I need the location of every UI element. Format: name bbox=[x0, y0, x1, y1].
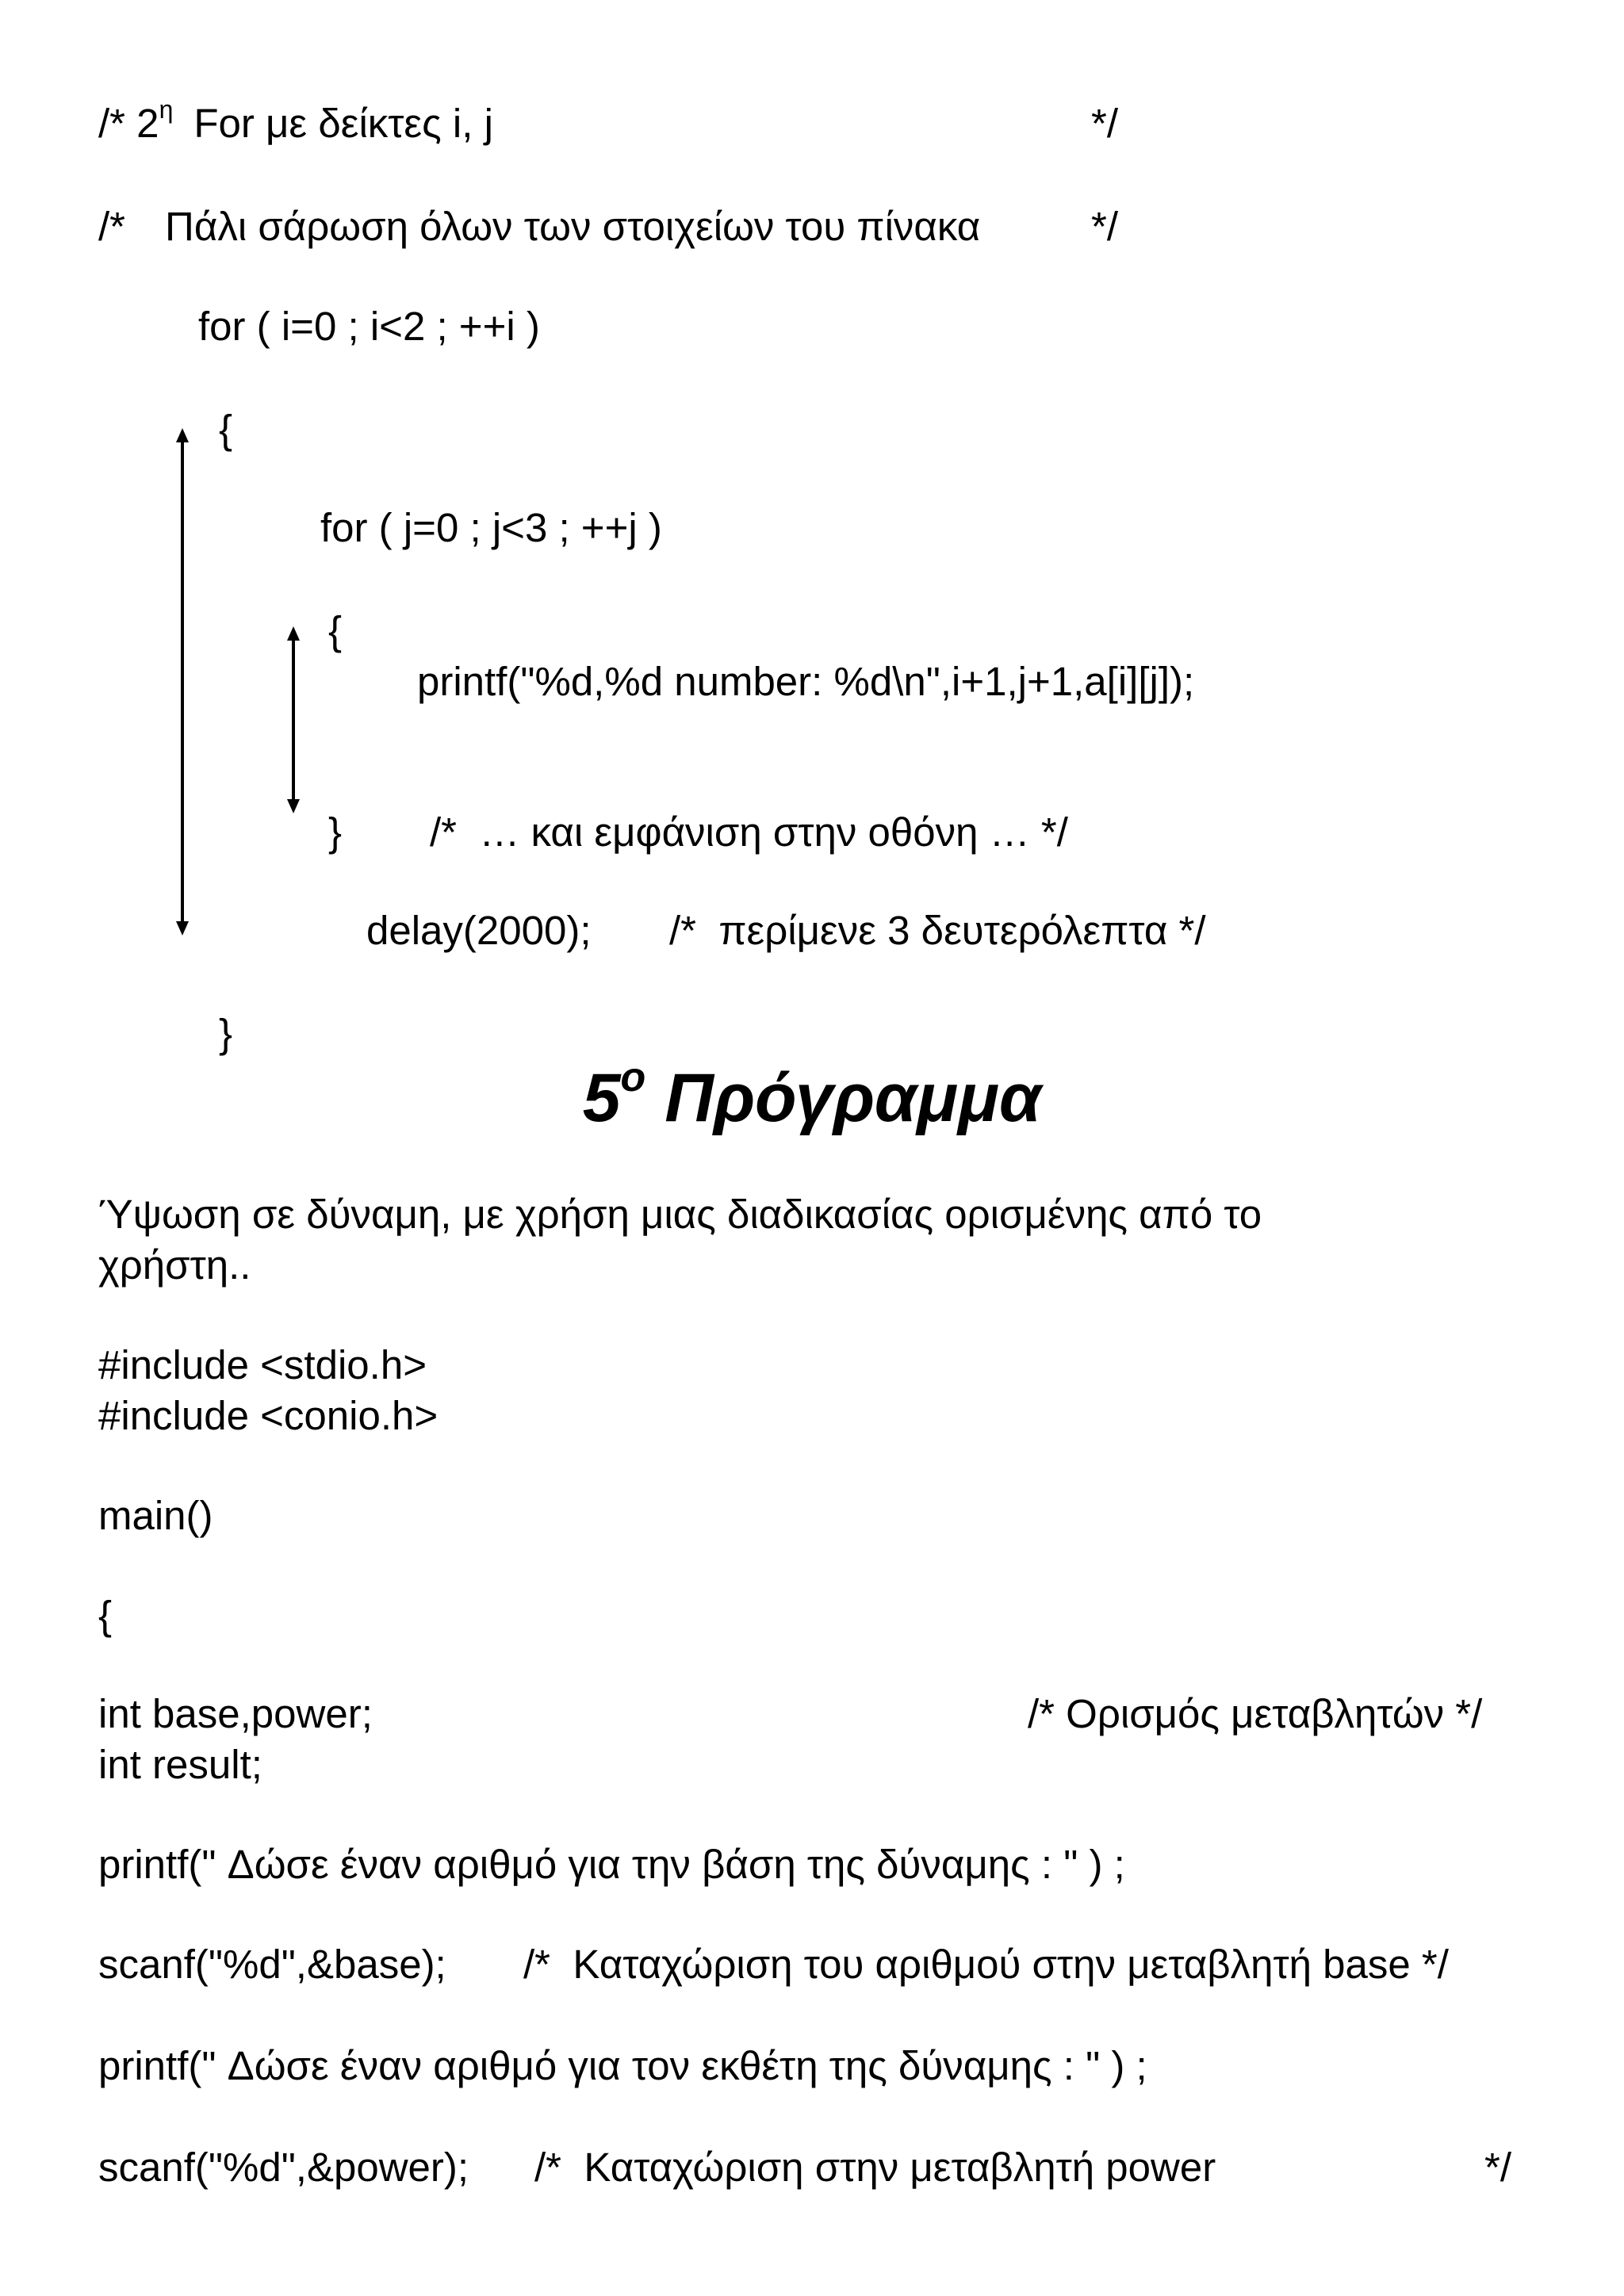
brace-open-outer: { bbox=[219, 407, 233, 452]
comment-wait: /* περίμενε 3 δευτερόλεπτα */ bbox=[669, 908, 1206, 953]
decl-result: int result; bbox=[98, 1742, 262, 1787]
title-superscript: ο bbox=[620, 1054, 646, 1100]
comment-scan-all: Πάλι σάρωση όλων των στοιχείων του πίνακα bbox=[165, 204, 981, 249]
include-conio: #include <conio.h> bbox=[98, 1393, 439, 1438]
main-function: main() bbox=[98, 1493, 213, 1538]
comment-variables: /* Ορισμός μεταβλητών */ bbox=[1028, 1691, 1483, 1736]
comment-start: /* 2 bbox=[98, 101, 159, 146]
description-line-2: χρήστη.. bbox=[98, 1242, 251, 1288]
brace-close-inner: } bbox=[328, 809, 343, 855]
comment-display: /* … και εμφάνιση στην οθόνη … */ bbox=[430, 809, 1068, 855]
outer-loop-arrow-icon bbox=[167, 428, 198, 936]
title-text: Πρόγραμμα bbox=[665, 1060, 1042, 1136]
delay-code: delay(2000); bbox=[366, 908, 592, 953]
title-number: 5 bbox=[582, 1060, 621, 1136]
printf-line: printf("%d,%d number: %d\n",i+1,j+1,a[i][j]); bbox=[417, 659, 1195, 704]
comment-end: */ bbox=[1484, 2145, 1512, 2190]
comment-superscript: η bbox=[159, 95, 174, 124]
comment-2nd-for bbox=[98, 95, 493, 152]
decl-base-power: int base,power; bbox=[98, 1691, 373, 1736]
for-j-line: for ( j=0 ; j<3 ; ++j ) bbox=[320, 505, 662, 550]
comment-store-base: /* Καταχώριση του αριθμού στην μεταβλητή base */ bbox=[523, 1942, 1449, 1987]
main-brace-open: { bbox=[98, 1593, 113, 1638]
printf-power: printf(" Δώσε έναν αριθμό για τον εκθέτη της δύναμης : " ) ; bbox=[98, 2043, 1147, 2088]
include-stdio: #include <stdio.h> bbox=[98, 1342, 427, 1387]
for-i-line: for ( i=0 ; i<2 ; ++i ) bbox=[198, 304, 540, 349]
scanf-power: scanf("%d",&power); bbox=[98, 2145, 469, 2190]
comment-end: */ bbox=[1091, 101, 1119, 146]
scanf-base: scanf("%d",&base); bbox=[98, 1942, 446, 1987]
inner-loop-arrow-icon bbox=[278, 626, 309, 813]
printf-base: printf(" Δώσε έναν αριθμό για την βάση της δύναμης : " ) ; bbox=[98, 1842, 1125, 1887]
comment-store-power: /* Καταχώριση στην μεταβλητή power bbox=[534, 2145, 1216, 2190]
comment-start: /* bbox=[98, 204, 126, 249]
program-title bbox=[0, 1054, 1624, 1147]
brace-open-inner: { bbox=[328, 608, 343, 653]
description-line-1: Ύψωση σε δύναμη, με χρήση μιας διαδικασίας ορισμένης από το bbox=[98, 1192, 1262, 1237]
comment-text: For με δείκτες i, j bbox=[193, 101, 493, 146]
brace-close-outer: } bbox=[219, 1011, 233, 1056]
comment-end: */ bbox=[1091, 204, 1119, 249]
